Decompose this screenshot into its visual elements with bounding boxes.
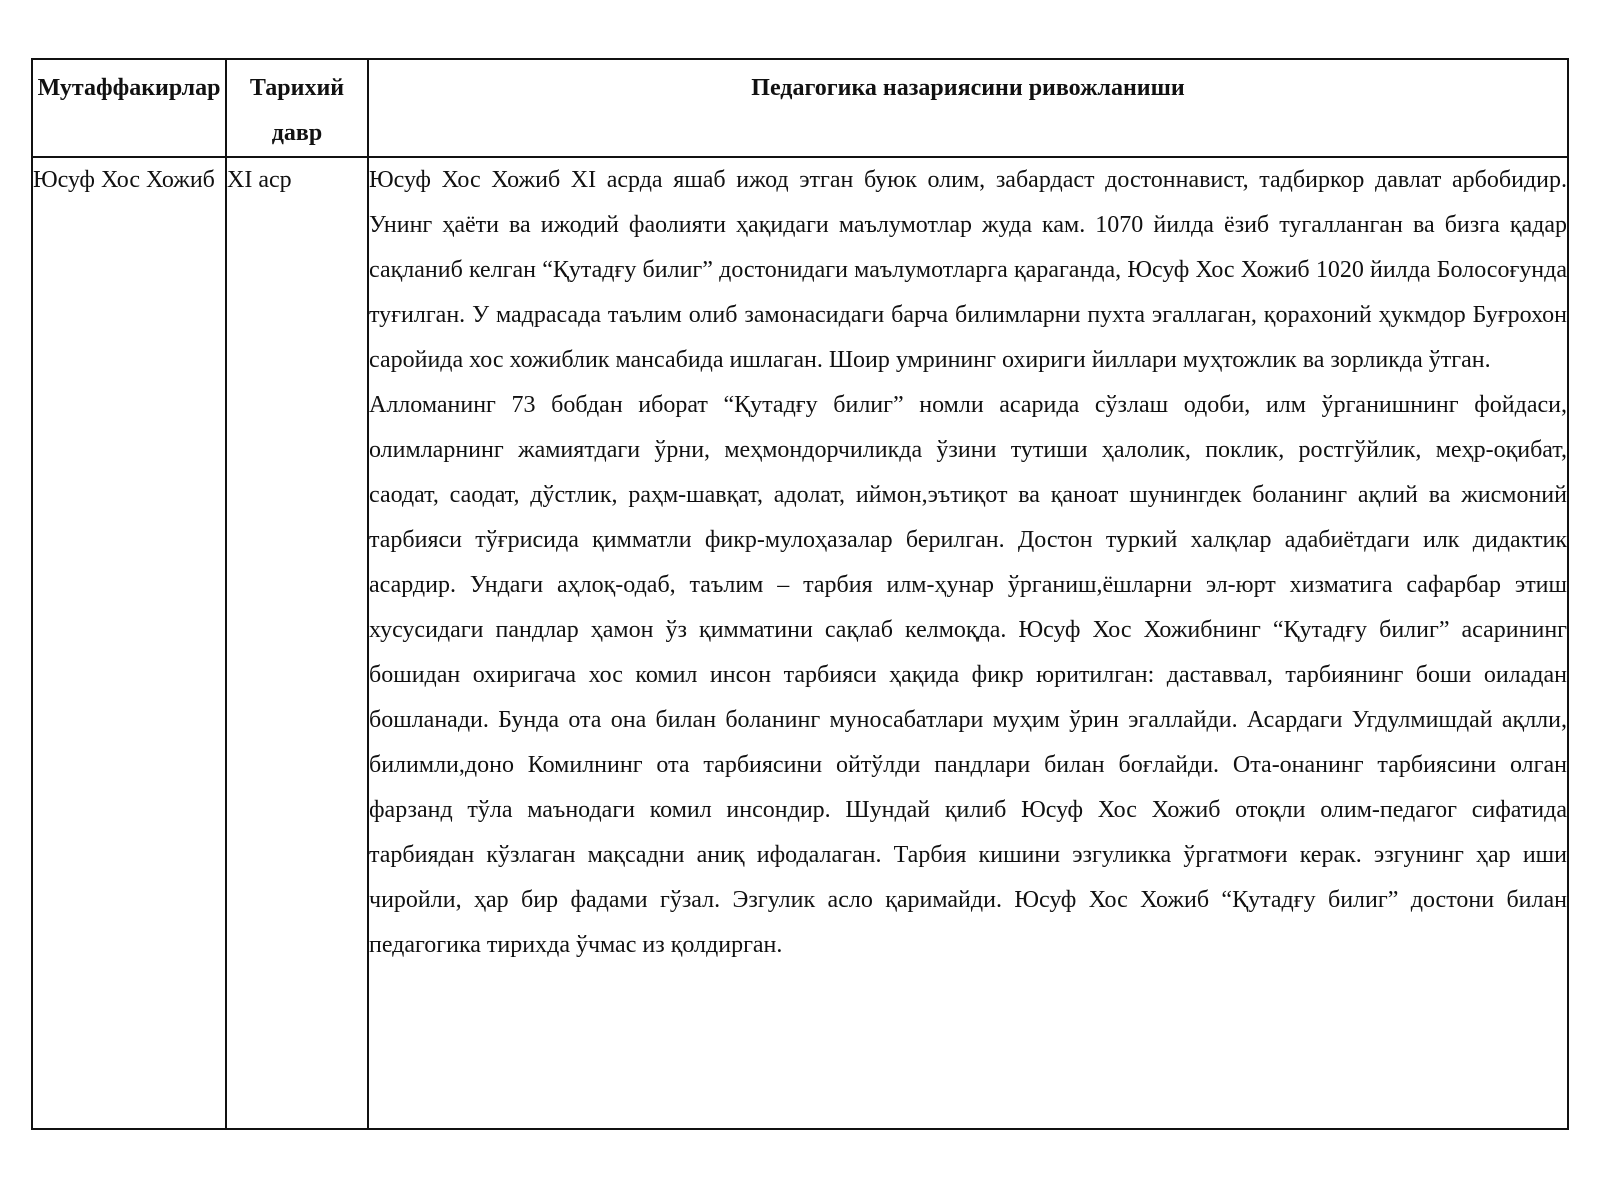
description-paragraph: Юсуф Хос Хожиб XI асрда яшаб ижод этган буюк олим, забардаст достоннавист, тадбиркор давлат арбобидир. Унинг ҳаёти ва ижодий фаолияти ҳақидаги маълумотлар жуда кам. 1070 йилда ёзиб тугалланган ва бизга қадар сақланиб келган “Қутадғу билиг” достонидаги маълумотларга қараганда, Юсуф Хос Хожиб 1020 йилда Болосоғунда туғилган. У мадрасада таълим олиб замонасидаги барча билимларни пухта эгаллаган, қорахоний ҳукмдор Буғрохон саройида хос хожиблик мансабида ишлаган. Шоир умрининг охириги йиллари муҳтожлик ва зорликда ўтган.: [369, 167, 1567, 373]
description-paragraph: Алломанинг 73 бобдан иборат “Қутадғу билиг” номли асарида сўзлаш одоби, илм ўрганишнинг фойдаси, олимларнинг жамиятдаги ўрни, меҳмондорчиликда ўзини тутиши ҳалолик, поклик, ростгўйлик, меҳр-оқибат, саодат, саодат, дўстлик, раҳм-шавқат, адолат, иймон,эътиқот ва қаноат шунингдек боланинг ақлий ва жисмоний тарбияси тўғрисида қимматли фикр-мулоҳазалар берилган. Достон туркий халқлар адабиётдаги илк дидактик асардир. Ундаги аҳлоқ-одаб, таълим – тарбия илм-ҳунар ўрганиш,ёшларни эл-юрт хизматига сафарбар этиш хусусидаги пандлар ҳамон ўз қимматини сақлаб келмоқда. Юсуф Хос Хожибнинг “Қутадғу билиг” асарининг бошидан охиригача хос комил инсон тарбияси ҳақида фикр юритилган: даставвал, тарбиянинг боши оиладан бошланади. Бунда ота она билан боланинг муносабатлари муҳим ўрин эгаллайди. Асардаги Угдулмишдай ақлли, билимли,доно Комилнинг ота тарбиясини ойтўлди пандлари билан боғлайди. Ота-онанинг тарбиясини олган фарзанд тўла маънодаги комил инсондир. Шундай қилиб Юсуф Хос Хожиб отоқли олим-педагог сифатида тарбиядан кўзлаган мақсадни аниқ ифодалаган. Тарбия кишини эзгуликка ўргатмоғи керак. эзгунинг ҳар иши чиройли, ҳар бир фадами гўзал. Эзгулик асло қаримайди. Юсуф Хос Хожиб “Қутадғу билиг” достони билан педагогика тирихда ўчмас из қолдирган.: [369, 392, 1567, 958]
thinker-name-cell: Юсуф Хос Хожиб: [32, 157, 226, 1129]
table-row: [32, 157, 1568, 1129]
header-theory: Педагогика назариясини ривожланиши: [368, 59, 1568, 157]
period-cell: XI аср: [226, 157, 368, 1129]
header-period: Тарихий давр: [226, 59, 368, 157]
thinkers-table: [31, 58, 1569, 1130]
table-header-row: [32, 59, 1568, 157]
theory-description-cell: [368, 157, 1568, 1129]
header-thinkers: Мутаффакирлар: [32, 59, 226, 157]
